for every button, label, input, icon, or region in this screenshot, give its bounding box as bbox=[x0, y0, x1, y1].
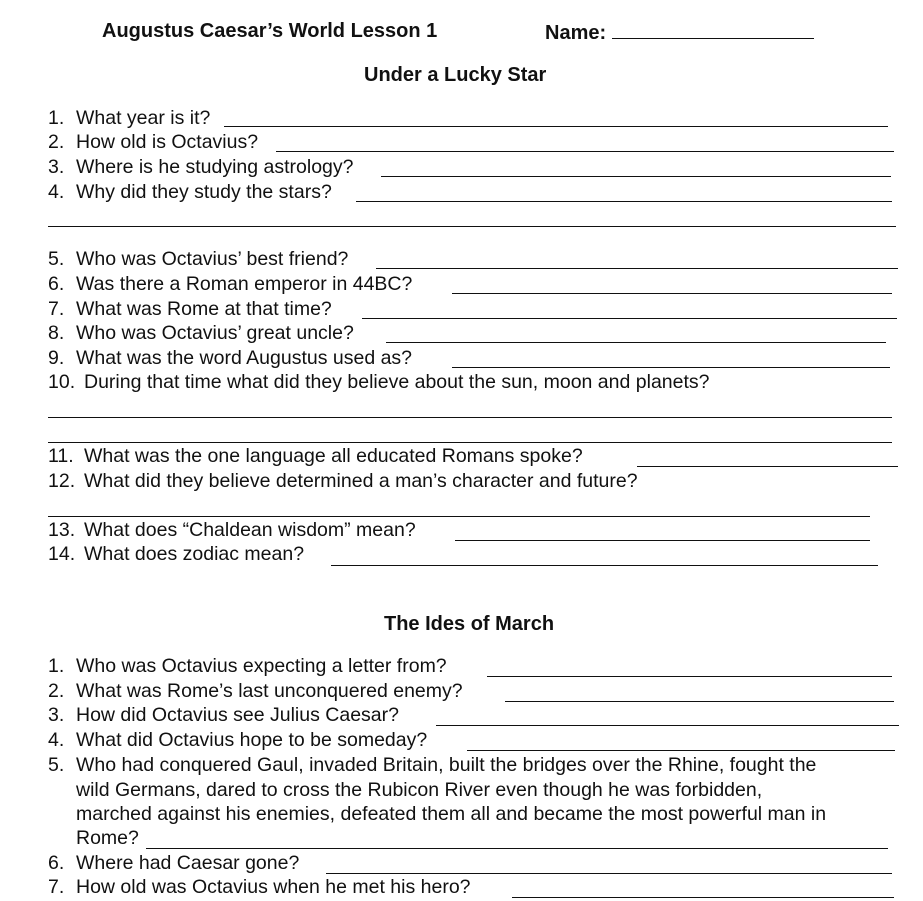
answer-line-1-7[interactable] bbox=[362, 318, 897, 319]
question-2-5-line-2: wild Germans, dared to cross the Rubicon River even though he was forbidden, bbox=[76, 779, 763, 801]
question-2-5-line-3: marched against his enemies, defeated them all and became the most powerful man in bbox=[76, 803, 827, 825]
question-2-2: 2. What was Rome’s last unconquered enemy? bbox=[48, 680, 463, 702]
answer-line-1-4[interactable] bbox=[356, 201, 892, 202]
question-1-11: 11. What was the one language all educated Romans spoke? bbox=[48, 445, 583, 467]
answer-line-1-3[interactable] bbox=[381, 176, 891, 177]
question-2-1: 1. Who was Octavius expecting a letter from? bbox=[48, 655, 447, 677]
answer-line-1-13[interactable] bbox=[455, 540, 870, 541]
answer-line-1-5[interactable] bbox=[376, 268, 898, 269]
question-1-10: 10. During that time what did they believe about the sun, moon and planets? bbox=[48, 371, 710, 393]
question-1-6: 6. Was there a Roman emperor in 44BC? bbox=[48, 273, 413, 295]
question-2-4: 4. What did Octavius hope to be someday? bbox=[48, 729, 428, 751]
answer-line-1-10b[interactable] bbox=[48, 442, 892, 443]
answer-line-1-14[interactable] bbox=[331, 565, 878, 566]
question-1-9: 9. What was the word Augustus used as? bbox=[48, 347, 413, 369]
answer-line-2-7[interactable] bbox=[512, 897, 894, 898]
question-1-2: 2. How old is Octavius? bbox=[48, 131, 259, 153]
question-1-8: 8. Who was Octavius’ great uncle? bbox=[48, 322, 354, 344]
answer-line-1-10a[interactable] bbox=[48, 417, 892, 418]
name-blank[interactable] bbox=[612, 20, 814, 39]
question-1-4: 4. Why did they study the stars? bbox=[48, 181, 332, 203]
question-2-7: 7. How old was Octavius when he met his hero? bbox=[48, 876, 471, 898]
answer-line-2-2[interactable] bbox=[505, 701, 894, 702]
question-1-3: 3. Where is he studying astrology? bbox=[48, 156, 354, 178]
question-1-14: 14. What does zodiac mean? bbox=[48, 543, 305, 565]
answer-line-2-6[interactable] bbox=[326, 873, 892, 874]
section-title-lucky-star: Under a Lucky Star bbox=[364, 64, 547, 86]
question-2-5: 5. Who had conquered Gaul, invaded Britain, built the bridges over the Rhine, fought the bbox=[48, 754, 817, 776]
question-1-12: 12. What did they believe determined a man’s character and future? bbox=[48, 470, 638, 492]
question-2-3: 3. How did Octavius see Julius Caesar? bbox=[48, 704, 399, 726]
answer-line-1-1[interactable] bbox=[224, 126, 888, 127]
question-1-13: 13. What does “Chaldean wisdom” mean? bbox=[48, 519, 416, 541]
question-2-5-line-4: Rome? bbox=[76, 827, 139, 849]
answer-line-2-3[interactable] bbox=[436, 725, 899, 726]
worksheet-title: Augustus Caesar’s World Lesson 1 bbox=[102, 20, 438, 42]
section-title-ides-of-march: The Ides of March bbox=[384, 613, 555, 635]
answer-line-1-8[interactable] bbox=[386, 342, 886, 343]
question-1-7: 7. What was Rome at that time? bbox=[48, 298, 332, 320]
answer-line-1-9[interactable] bbox=[452, 367, 890, 368]
answer-line-2-1[interactable] bbox=[487, 676, 892, 677]
answer-line-2-5[interactable] bbox=[146, 848, 888, 849]
question-1-5: 5. Who was Octavius’ best friend? bbox=[48, 248, 349, 270]
name-field[interactable] bbox=[545, 20, 814, 44]
answer-line-1-12[interactable] bbox=[48, 516, 870, 517]
answer-line-2-4[interactable] bbox=[467, 750, 895, 751]
answer-line-1-2[interactable] bbox=[276, 151, 894, 152]
answer-line-1-4b[interactable] bbox=[48, 226, 896, 227]
answer-line-1-6[interactable] bbox=[452, 293, 892, 294]
name-label: Name: bbox=[545, 22, 607, 44]
question-1-1: 1. What year is it? bbox=[48, 107, 211, 129]
question-2-6: 6. Where had Caesar gone? bbox=[48, 852, 300, 874]
answer-line-1-11[interactable] bbox=[637, 466, 898, 467]
